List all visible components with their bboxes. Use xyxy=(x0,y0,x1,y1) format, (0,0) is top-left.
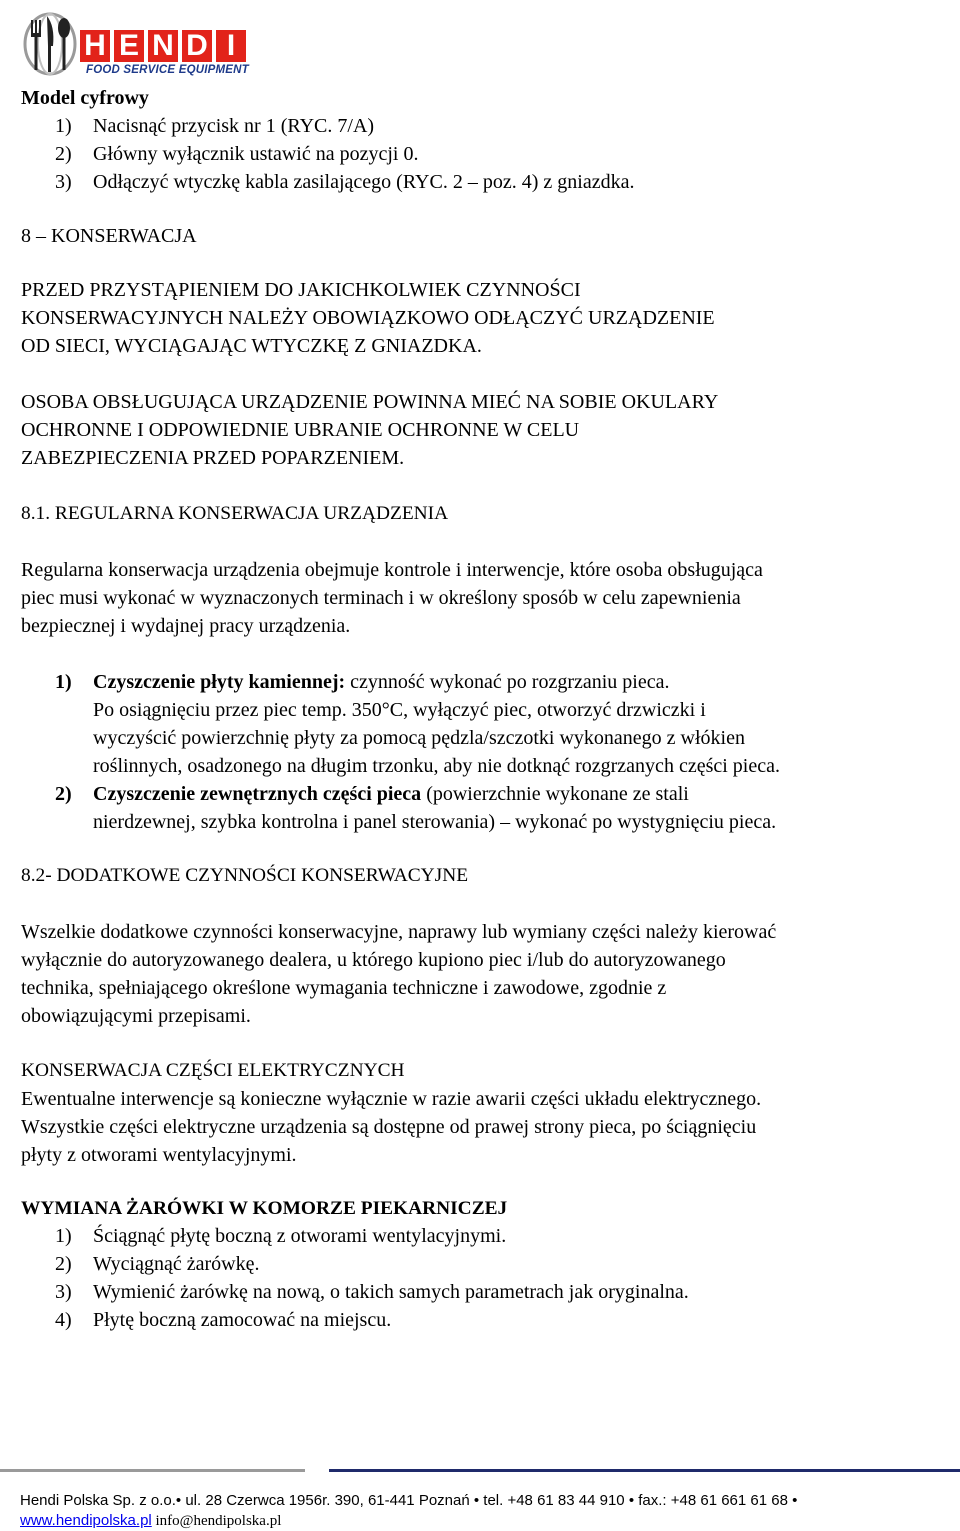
step-title: Czyszczenie zewnętrznych części pieca xyxy=(93,783,422,805)
list-number: 1) xyxy=(55,1225,72,1247)
bulb-heading: WYMIANA ŻARÓWKI W KOMORZE PIEKARNICZEJ xyxy=(21,1198,508,1219)
paragraph-line: Wszystkie części elektryczne urządzenia są dostępne od prawej strony pieca, po ściągnięciu xyxy=(21,1116,757,1138)
step-line: nierdzewnej, szybka kontrolna i panel sterowania) – wykonać po wystygnięciu pieca. xyxy=(93,811,777,833)
list-number: 1) xyxy=(55,115,72,137)
paragraph-line: wyłącznie do autoryzowanego dealera, u którego kupiono piec i/lub do autoryzowanego xyxy=(21,949,726,971)
logo-letter: N xyxy=(148,30,178,62)
paragraph-line: piec musi wykonać w wyznaczonych terminach i w określony sposób w celu zapewnienia xyxy=(21,587,741,609)
hendi-wordmark xyxy=(80,30,250,64)
list-text: Nacisnąć przycisk nr 1 (RYC. 7/A) xyxy=(93,115,375,137)
step-text: czynność wykonać po rozgrzaniu pieca. xyxy=(345,671,670,693)
warning-line: PRZED PRZYSTĄPIENIEM DO JAKICHKOLWIEK CZYNNOŚCI xyxy=(21,279,581,301)
list-text: Wyciągnąć żarówkę. xyxy=(93,1253,260,1275)
section-8-heading: 8 – KONSERWACJA xyxy=(21,225,197,247)
paragraph-line: Wszelkie dodatkowe czynności konserwacyjne, naprawy lub wymiany części należy kierować xyxy=(21,921,777,943)
list-item xyxy=(55,112,634,140)
email-text: info@hendipolska.pl xyxy=(155,1513,282,1529)
hendi-logo xyxy=(22,6,249,80)
paragraph-line: bezpiecznej i wydajnej pracy urządzenia. xyxy=(21,615,351,637)
logo-letter: H xyxy=(80,30,110,62)
footer-contacts xyxy=(20,1511,281,1531)
website-link[interactable]: www.hendipolska.pl xyxy=(20,1512,152,1529)
list-text: Ściągnąć płytę boczną z otworami wentylacyjnymi. xyxy=(93,1225,507,1247)
list-number: 3) xyxy=(55,1281,72,1303)
list-item xyxy=(55,1306,689,1334)
list-item xyxy=(55,140,634,168)
section-8-2-heading: 8.2- DODATKOWE CZYNNOŚCI KONSERWACYJNE xyxy=(21,865,469,886)
logo-letter: E xyxy=(114,30,144,62)
model-cyfrowy-steps xyxy=(55,112,634,196)
paragraph-line: obowiązującymi przepisami. xyxy=(21,1005,251,1027)
list-item xyxy=(55,168,634,196)
step-line: wyczyścić powierzchnię płyty za pomocą pędzla/szczotki wykonanego z włókien xyxy=(93,727,745,749)
cleaning-steps xyxy=(55,668,780,836)
list-item xyxy=(55,1278,689,1306)
list-text: Odłączyć wtyczkę kabla zasilającego (RYC. 2 – poz. 4) z gniazdka. xyxy=(93,171,635,193)
logo-letter: D xyxy=(182,30,212,62)
paragraph-line: Regularna konserwacja urządzenia obejmuje kontrole i interwencje, które osoba obsługująca xyxy=(21,559,763,581)
logo-tagline: FOOD SERVICE EQUIPMENT xyxy=(86,64,249,76)
cutlery-globe-icon xyxy=(22,6,82,78)
electrical-heading: KONSERWACJA CZĘŚCI ELEKTRYCZNYCH xyxy=(21,1060,405,1081)
list-item xyxy=(55,1250,689,1278)
section-8-1-heading: 8.1. REGULARNA KONSERWACJA URZĄDZENIA xyxy=(21,503,449,524)
warning-line: ZABEZPIECZENIA PRZED POPARZENIEM. xyxy=(21,447,405,469)
warning-line: KONSERWACYJNYCH NALEŻY OBOWIĄZKOWO ODŁĄCZYĆ URZĄDZENIE xyxy=(21,307,715,329)
warning-protection xyxy=(21,388,941,472)
section-8-1-intro xyxy=(21,556,941,640)
list-number: 3) xyxy=(55,171,72,193)
list-number: 4) xyxy=(55,1309,72,1331)
cleaning-step xyxy=(55,780,780,808)
paragraph-line: Ewentualne interwencje są konieczne wyłącznie w razie awarii części układu elektrycznego. xyxy=(21,1088,762,1110)
warning-line: OCHRONNE I ODPOWIEDNIE UBRANIE OCHRONNE W CELU xyxy=(21,419,580,441)
step-line: Po osiągnięciu przez piec temp. 350°C, wyłączyć piec, otworzyć drzwiczki i xyxy=(93,699,706,721)
cleaning-step xyxy=(55,668,780,696)
paragraph-line: technika, spełniającego określone wymagania techniczne i zawodowe, zgodnie z xyxy=(21,977,667,999)
list-text: Płytę boczną zamocować na miejscu. xyxy=(93,1309,392,1331)
list-text: Główny wyłącznik ustawić na pozycji 0. xyxy=(93,143,419,165)
electrical-text xyxy=(21,1085,941,1169)
list-item xyxy=(55,1222,689,1250)
list-number: 1) xyxy=(55,671,72,693)
step-title: Czyszczenie płyty kamiennej: xyxy=(93,671,346,693)
warning-line: OSOBA OBSŁUGUJĄCA URZĄDZENIE POWINNA MIEĆ NA SOBIE OKULARY xyxy=(21,391,719,413)
footer-divider-gray xyxy=(0,1469,305,1472)
list-number: 2) xyxy=(55,1253,72,1275)
footer-divider-blue xyxy=(329,1469,960,1472)
warning-line: OD SIECI, WYCIĄGAJĄC WTYCZKĘ Z GNIAZDKA. xyxy=(21,335,482,357)
list-number: 2) xyxy=(55,143,72,165)
paragraph-line: płyty z otworami wentylacyjnymi. xyxy=(21,1144,297,1166)
step-text: (powierzchnie wykonane ze stali xyxy=(421,783,689,805)
bulb-steps xyxy=(55,1222,689,1334)
footer-address: Hendi Polska Sp. z o.o.• ul. 28 Czerwca 1956r. 390, 61-441 Poznań • tel. +48 61 83 44 910 • fax.: +48 61 661 61 68 • xyxy=(20,1492,798,1509)
model-cyfrowy-heading: Model cyfrowy xyxy=(21,87,149,109)
logo-letter: I xyxy=(216,30,246,62)
list-text: Wymienić żarówkę na nową, o takich samych parametrach jak oryginalna. xyxy=(93,1281,689,1303)
warning-disconnect xyxy=(21,276,941,360)
step-line: roślinnych, osadzonego na długim trzonku, aby nie dotknąć rozgrzanych części pieca. xyxy=(93,755,780,777)
section-8-2-text xyxy=(21,918,941,1030)
list-number: 2) xyxy=(55,783,72,805)
